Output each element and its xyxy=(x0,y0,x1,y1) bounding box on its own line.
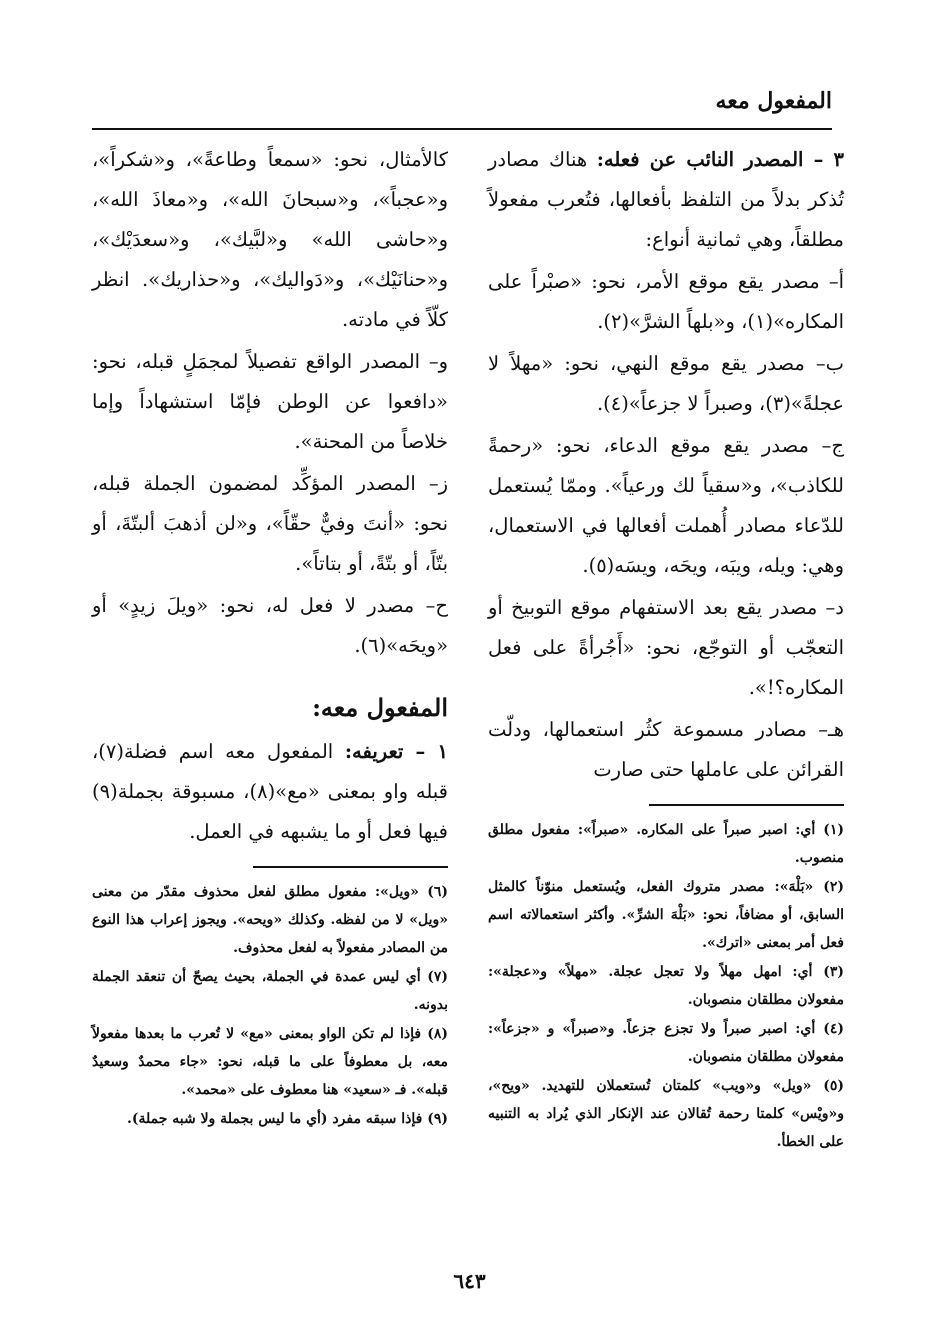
footnote-3: (٣) أي: امهل مهلاً ولا تعجل عجلة. «مهلاً» و«عجلة»: مفعولان مطلقان منصوبان. xyxy=(488,964,844,1008)
paragraph-text: ج– مصدر يقع موقع الدعاء، نحو: «رحمةً للكاذب»، و«سقياً لك ورعياً». وممّا يُستعمل للدّعاء مصادر أُهملت أفعالها في الاستعمال، وهي: ويله، ويبَه، ويحَه، ويسَه(٥). xyxy=(488,434,844,577)
page-number: ٦٤٣ xyxy=(453,1269,486,1293)
paragraph-waw xyxy=(92,342,448,462)
definition-lead: ١ – تعريفه: xyxy=(344,740,449,763)
paragraph-text: هناك مصادر تُذكر بدلاً من التلفظ بأفعالها، فتُعرب مفعولاً مطلقاً، وهي ثمانية أنواع: xyxy=(488,148,844,251)
paragraph-substitute-masdar xyxy=(488,140,844,260)
paragraph-text: أ– مصدر يقع موقع الأمر، نحو: «صبْراً على المكاره»(١)، و«بلهاً الشرَّ»(٢). xyxy=(488,270,844,333)
paragraph-continued xyxy=(92,140,448,340)
footnote-separator xyxy=(253,866,448,868)
definition-paragraph xyxy=(92,732,448,852)
right-column xyxy=(488,140,844,1157)
paragraph-text: ح– مصدر لا فعل له، نحو: «ويلَ زيدٍ» أو «ويحَه»(٦). xyxy=(92,594,448,657)
running-title: المفعول معه xyxy=(715,88,832,114)
paragraph-text: كالأمثال، نحو: «سمعاً وطاعةً»، و«شكراً»، و«عجباً»، و«سبحانَ الله»، و«معاذَ الله»، و«حاشى الله» و«لبَّيك»، و«سعدَيْك»، و«حنانَيْك»، و«دَواليك»، و«حذاريك». انظر كلّاً في مادته. xyxy=(92,148,448,331)
footnote-1: (١) أي: اصبر صبراً على المكاره. «صبراً»: مفعول مطلق منصوب. xyxy=(488,822,844,866)
footnote-2: (٢) «بَلْهَ»: مصدر متروك الفعل، ويُستعمل منوّناً كالمثل السابق، أو مضافاً، نحو: «بَلْهَ الشرِّ». وأكثر استعمالاته اسم فعل أمر بمعنى «اترك». xyxy=(488,879,844,951)
footnote-6: (٦) «ويل»: مفعول مطلق لفعل محذوف مقدّر من معنى «ويل» لا من لفظه. وكذلك «ويحه». ويجوز إعراب هذا النوع من المصادر مفعولاً به لفعل محذوف. xyxy=(92,884,448,956)
paragraph-text: د– مصدر يقع بعد الاستفهام موقع التوبيخ أو التعجّب أو التوجّع، نحو: «أَجُرأةً على فعل المكاره؟!». xyxy=(488,596,844,699)
paragraph-jim xyxy=(488,426,844,586)
paragraph-ba xyxy=(488,344,844,424)
footnote-8: (٨) فإذا لم تكن الواو بمعنى «مع» لا تُعرب ما بعدها مفعولاً معه، بل معطوفاً على ما قبله، نحو: «جاء محمدٌ وسعيدٌ قبله». فـ «سعيد» هنا معطوف على «محمد». xyxy=(92,1026,448,1098)
footnote-5: (٥) «ويل» و«ويب» كلمتان تُستعملان للتهديد. «ويح»، و«ويْس» كلمتا رحمة تُقالان عند الإنكار الذي يُراد به التنبيه على الخطأ. xyxy=(488,1078,844,1150)
paragraph-zay xyxy=(92,464,448,584)
definition-text: المفعول معه اسم فضلة(٧)، قبله واو بمعنى «مع»(٨)، مسبوقة بجملة(٩) فيها فعل أو ما يشبهه في العمل. xyxy=(92,740,449,843)
footnote-7: (٧) أي ليس عمدة في الجملة، بحيث يصحّ أن تنعقد الجملة بدونه. xyxy=(92,969,448,1013)
paragraph-ha2 xyxy=(92,586,448,666)
page-header xyxy=(92,88,832,130)
paragraph-text: ز– المصدر المؤكِّد لمضمون الجملة قبله، نحو: «أنتَ وفيٌّ حقّاً»، و«لن أذهبَ ألبتّةَ، أو بتّاً، أو بتّةً، أو بتاتاً». xyxy=(92,472,448,575)
paragraph-text: ب– مصدر يقع موقع النهي، نحو: «مهلاً لا عجلةً»(٣)، وصبراً لا جزعاً»(٤). xyxy=(488,352,844,415)
paragraph-dal xyxy=(488,588,844,708)
footnotes-left xyxy=(92,878,448,1133)
footnote-4: (٤) أي: اصبر صبراً ولا تجزع جزعاً. و«صبراً» و «جزعاً»: مفعولان مطلقان منصوبان. xyxy=(488,1021,844,1065)
paragraph-text: هـ– مصادر مسموعة كثُر استعمالها، ودلّت القرائن على عاملها حتى صارت xyxy=(488,718,844,781)
footnotes-right xyxy=(488,816,844,1156)
section-title: المفعول معه: xyxy=(312,693,448,722)
paragraph-text: و– المصدر الواقع تفصيلاً لمجمَلٍ قبله، نحو: «دافعوا عن الوطن فإمّا استشهاداً وإما خلاصاً من المحنة». xyxy=(92,350,448,453)
footnote-9: (٩) فإذا سبقه مفرد (أي ما ليس بجملة ولا شبه جملة). xyxy=(126,1111,448,1127)
paragraph-lead: ٣ – المصدر النائب عن فعله: xyxy=(596,148,844,171)
paragraph-alif xyxy=(488,262,844,342)
paragraph-ha xyxy=(488,710,844,790)
footnote-separator xyxy=(649,804,844,806)
left-column xyxy=(92,140,448,1134)
